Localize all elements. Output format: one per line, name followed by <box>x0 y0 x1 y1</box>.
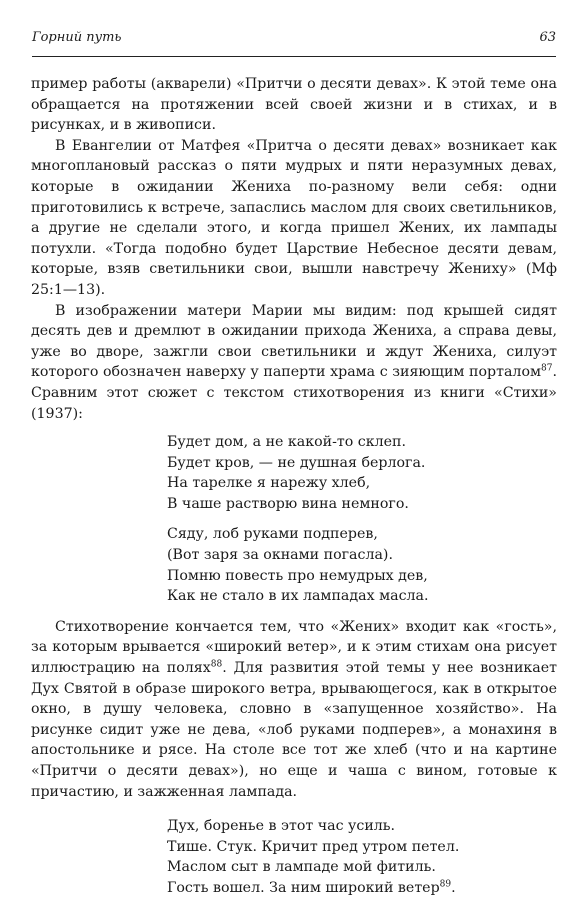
poem-line: Тише. Стук. Кричит пред утром петел. <box>167 838 460 855</box>
footnote-ref-87[interactable]: 87 <box>541 363 553 374</box>
paragraph-3-text-end: . Сравним этот сюжет с текстом стихотворения из книги «Стихи» (1937): <box>31 364 557 422</box>
poem-line: Сяду, лоб руками подперев, <box>167 526 378 543</box>
header-rule <box>32 56 556 57</box>
poem-line-end: . <box>451 879 456 896</box>
footnote-ref-88[interactable]: 88 <box>210 659 223 670</box>
poem-line-text: Гость вошел. За ним широкий ветер <box>167 879 440 896</box>
poem-line: Дух, боренье в этот час усиль. <box>167 818 396 835</box>
paragraph-4-text-end: . Для развития этой темы у нее возникает Дух Святой в образе широкого ветра, врывающегося, как в открытое окно, в душу человека, словно в «запущенное хозяйство». На рисунке сидит уже не дева, «лоб руками подперев», а монахиня в апостольнике и рясе. На столе все тот же хлеб (что и на картине «Притчи о десяти девах»), но еще и чаша с вином, готовые к причастию, и зажженная лампада. <box>31 660 558 800</box>
poem-1-stanza-2 <box>167 524 557 606</box>
poem-line: (Вот заря за окнами погасла). <box>167 547 393 564</box>
running-title: Горний путь <box>32 30 122 45</box>
paragraph-3 <box>31 301 557 425</box>
poem-line: На тарелке я нарежу хлеб, <box>167 475 371 492</box>
footnote-ref-89[interactable]: 89 <box>439 879 452 890</box>
paragraph-2: В Евангелии от Матфея «Притча о десяти девах» возникает как многоплановый рассказ о пяти мудрых и пяти неразумных девах, которые в ожидании Жениха по-разному вели себя: одни приготовились к встрече, запаслись маслом для своих светильников, а другие не сделали этого, и когда пришел Жених, их лампады потухли. «Тогда подобно будет Царствие Небесное десяти девам, которые, взяв светильники свои, вышли навстречу Жениху» (Мф 25:1—13). <box>31 137 557 298</box>
poem-1 <box>167 432 557 607</box>
paragraph-3-text: В изображении матери Марии мы видим: под крышей сидят десять дев и дремлют в ожидании прихода Жениха, а справа девы, уже во дворе, зажгли свои светильники и ждут Жениха, силуэт которого обозначен наверху у паперти храма с зияющим порталом <box>31 302 557 381</box>
poem-line: Как не стало в их лампадах масла. <box>167 588 429 605</box>
poem-2-stanza-1 <box>167 816 557 898</box>
poem-2 <box>167 816 557 898</box>
poem-1-stanza-1 <box>167 432 557 514</box>
page-header <box>32 30 556 50</box>
page-body <box>31 74 557 905</box>
poem-line: Будет кров, — не душная берлога. <box>167 454 426 471</box>
poem-line-last <box>167 878 557 899</box>
poem-line: Помню повесть про немудрых дев, <box>167 567 428 584</box>
poem-line: В чаше растворю вина немного. <box>167 495 409 512</box>
paragraph-4-text: Стихотворение кончается тем, что «Жених» входит как «гость», за которым врывается «широкий ветер», и к этим стихам она рисует иллюстрацию на полях <box>31 618 557 677</box>
paragraph-4 <box>31 617 557 802</box>
poem-line: Будет дом, а не какой-то склеп. <box>167 434 406 451</box>
poem-line: Маслом сыт в лампаде мой фитиль. <box>167 859 436 876</box>
page-number: 63 <box>539 30 556 45</box>
paragraph-1: пример работы (акварели) «Притчи о десяти девах». К этой теме она обращается на протяжении всей своей жизни и в стихах, и в рисунках, и в живописи. <box>31 76 557 134</box>
